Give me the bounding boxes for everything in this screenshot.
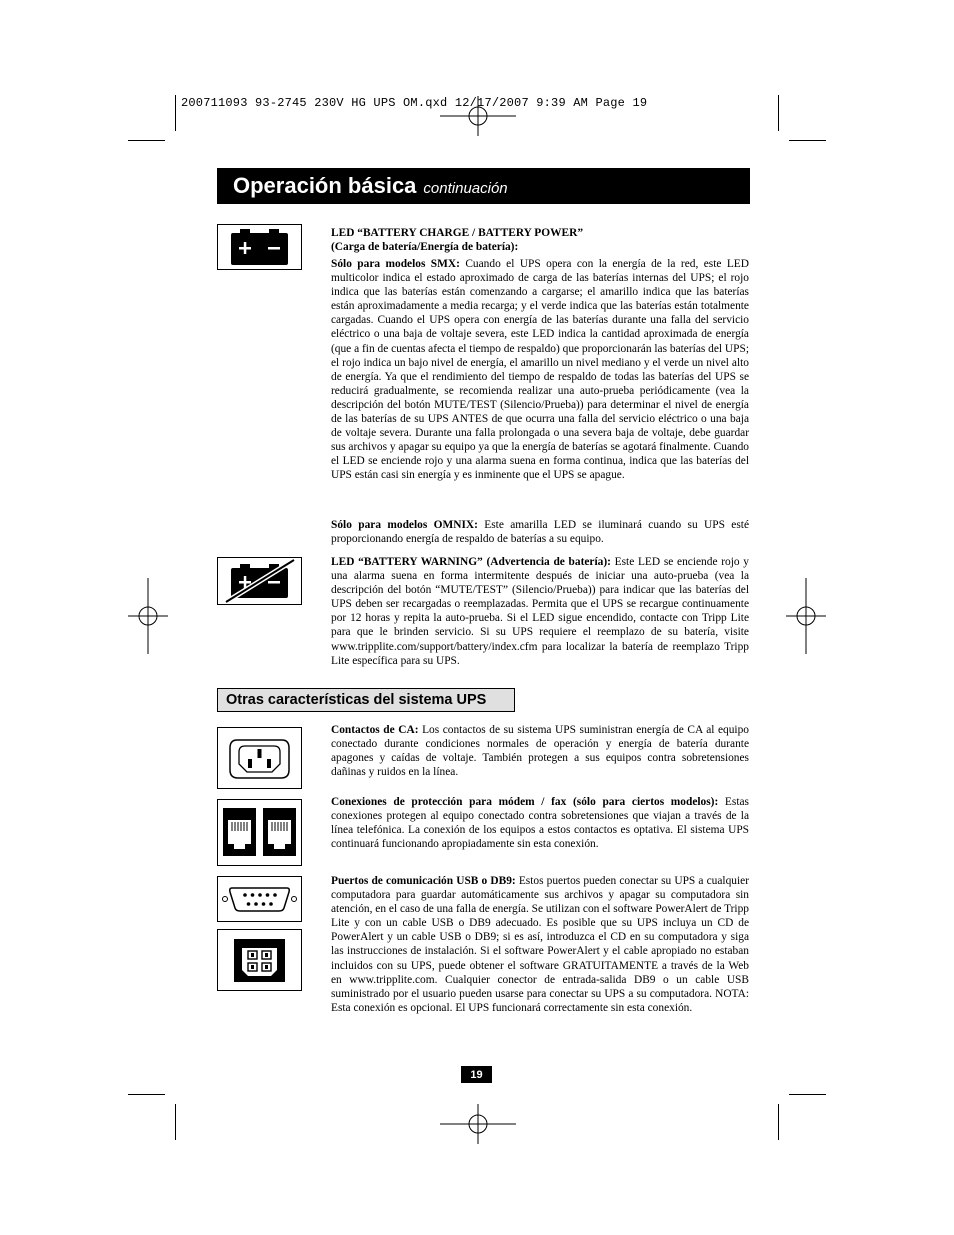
page-subtitle: continuación bbox=[423, 179, 508, 197]
ac-contacts-text: Los contactos de su sistema UPS suministran energía de CA al equipo conectado durante condiciones normales de operación y energía de batería durante apagones y caídas de voltaje. También protegen a sus equipos contra sobretensiones dañinas y ruidos en la línea. bbox=[331, 724, 749, 779]
crop-mark bbox=[175, 95, 176, 131]
battery-warning-icon bbox=[217, 557, 302, 605]
usb-port-icon bbox=[217, 929, 302, 991]
smx-text: Cuando el UPS opera con la energía de la red, este LED multicolor indica el estado aproximado de carga de las baterías internas del UPS; el rojo indica que las baterías están comenzando a cargarse; el amarillo indica que las baterías están aproximadamente a media recarga; y el verde indica que las baterías están totalmente cargadas. Cuando el UPS opera con energía de las baterías durante una falla del servicio eléctrico o una baja de voltaje severa, este LED indica la cantidad aproximada de energía (que a fin de cuentas afecta el tiempo de respaldo) que proporcionarán las baterías del UPS; el rojo indica un bajo nivel de energía, el amarillo un nivel mediano y el verde un nivel alto de energía. Ya que el rendimiento del tiempo de respaldo de todas las baterías del UPS se reducirá gradualmente, se recomienda realizar una auto-prueba periódicamente (vea la descripción del botón MUTE/TEST (Silencio/Prueba)) para determinar el nivel de energía de las baterías de su UPS ANTES de que ocurra una falla del servicio eléctrico o una baja de voltaje severa. Durante una falla prolongada o una severa baja de voltaje, debe guardar sus archivos y apagar su equipo ya que la energía de baterías se agotará finalmente. Cuando el LED se enciende rojo y una alarma suena en forma continua, indica que las baterías del UPS están casi sin energía y es inminente que el UPS se apague. bbox=[331, 258, 749, 482]
crop-mark bbox=[789, 140, 826, 141]
battery-charge-icon bbox=[217, 224, 302, 270]
ac-outlet-icon bbox=[217, 727, 302, 789]
modem-fax-paragraph bbox=[331, 795, 749, 851]
page-title: Operación básica bbox=[233, 173, 417, 198]
usb-db9-text: Estos puertos pueden conectar su UPS a cualquier computadora para guardar automáticamente sus archivos y apagar su computadora sin atención, en el caso de una falla de energía. Se utilizan con el software PowerAlert de Tripp Lite y con un cable USB o DB9 adecuado. Es posible que su UPS incluya un CD de PowerAlert y un cable USB o DB9; si es así, introduzca el CD en su computadora y siga las instrucciones de instalación. Si el software PowerAlert y el cable apropiado no estaban incluidos con su UPS, puede obtener el software GRATUITAMENTE a través de la Web en www.tripplite.com. Cualquier conector de entrada-salida DB9 o un cable USB suministrado por el usuario pueden usarse para conectar su UPS a su computadora. NOTA: Esta conexión es opcional. El UPS funcionará correctamente sin esta conexión. bbox=[331, 875, 749, 1014]
battery-charge-heading bbox=[331, 226, 749, 254]
usb-db9-paragraph bbox=[331, 874, 749, 1015]
page-number: 19 bbox=[461, 1066, 492, 1083]
battery-charge-omnix-paragraph bbox=[331, 518, 749, 546]
crop-mark bbox=[789, 1094, 826, 1095]
omnix-text: Este amarilla LED se iluminará cuando su UPS esté proporcionando energía de respaldo de baterías a su equipo. bbox=[331, 519, 749, 546]
smx-label: Sólo para modelos SMX: bbox=[331, 258, 460, 270]
db9-port-icon bbox=[217, 876, 302, 922]
crop-mark bbox=[175, 1104, 176, 1140]
battery-charge-smx-paragraph bbox=[331, 257, 749, 483]
battery-charge-heading-line2: (Carga de batería/Energía de batería): bbox=[331, 241, 519, 254]
registration-mark bbox=[440, 1104, 516, 1144]
modem-fax-label: Conexiones de protección para módem / fax (sólo para ciertos modelos): bbox=[331, 796, 719, 808]
print-slug: 200711093 93-2745 230V HG UPS OM.qxd 12/17/2007 9:39 AM Page 19 bbox=[181, 96, 648, 110]
battery-warning-paragraph bbox=[331, 555, 749, 668]
registration-mark bbox=[440, 96, 516, 136]
crop-mark bbox=[778, 1104, 779, 1140]
ac-contacts-label: Contactos de CA: bbox=[331, 724, 419, 736]
modem-fax-text: Estas conexiones protegen al equipo conectado contra sobretensiones que viajan a través de la línea telefónica. La conexión de los equipos a estos contactos es optativa. El sistema UPS continuará funcionando apropiadamente sin esta conexión. bbox=[331, 796, 749, 851]
phone-jack-icon bbox=[217, 799, 302, 866]
crop-mark bbox=[778, 95, 779, 131]
battery-warning-text: Este LED se enciende rojo y una alarma suena en forma intermitente después de iniciar una auto-prueba (vea la descripción del botón “MUTE/TEST” (Silencio/Prueba)) para indicar que las baterías del UPS deben ser recargadas o reemplazadas. Permita que el UPS se recargue continuamente por 12 horas y repita la auto-prueba. Si el LED sigue encendido, contacte con Tripp Lite para que le brinden servicio. Si su UPS requiere el reemplazo de su batería, visite www.tripplite.com/support/battery/index.cfm para localizar la batería de reemplazo Tripp Lite específica para su UPS. bbox=[331, 556, 749, 667]
crop-mark bbox=[128, 140, 165, 141]
registration-mark bbox=[786, 578, 826, 654]
omnix-label: Sólo para modelos OMNIX: bbox=[331, 519, 478, 531]
usb-db9-label: Puertos de comunicación USB o DB9: bbox=[331, 875, 516, 887]
battery-warning-label: LED “BATTERY WARNING” (Advertencia de batería): bbox=[331, 556, 611, 568]
battery-charge-heading-line1: LED “BATTERY CHARGE / BATTERY POWER” bbox=[331, 227, 584, 239]
registration-mark bbox=[128, 578, 168, 654]
crop-mark bbox=[128, 1094, 165, 1095]
page-title-bar bbox=[217, 168, 750, 204]
ac-contacts-paragraph bbox=[331, 723, 749, 779]
section-heading: Otras características del sistema UPS bbox=[217, 688, 515, 712]
